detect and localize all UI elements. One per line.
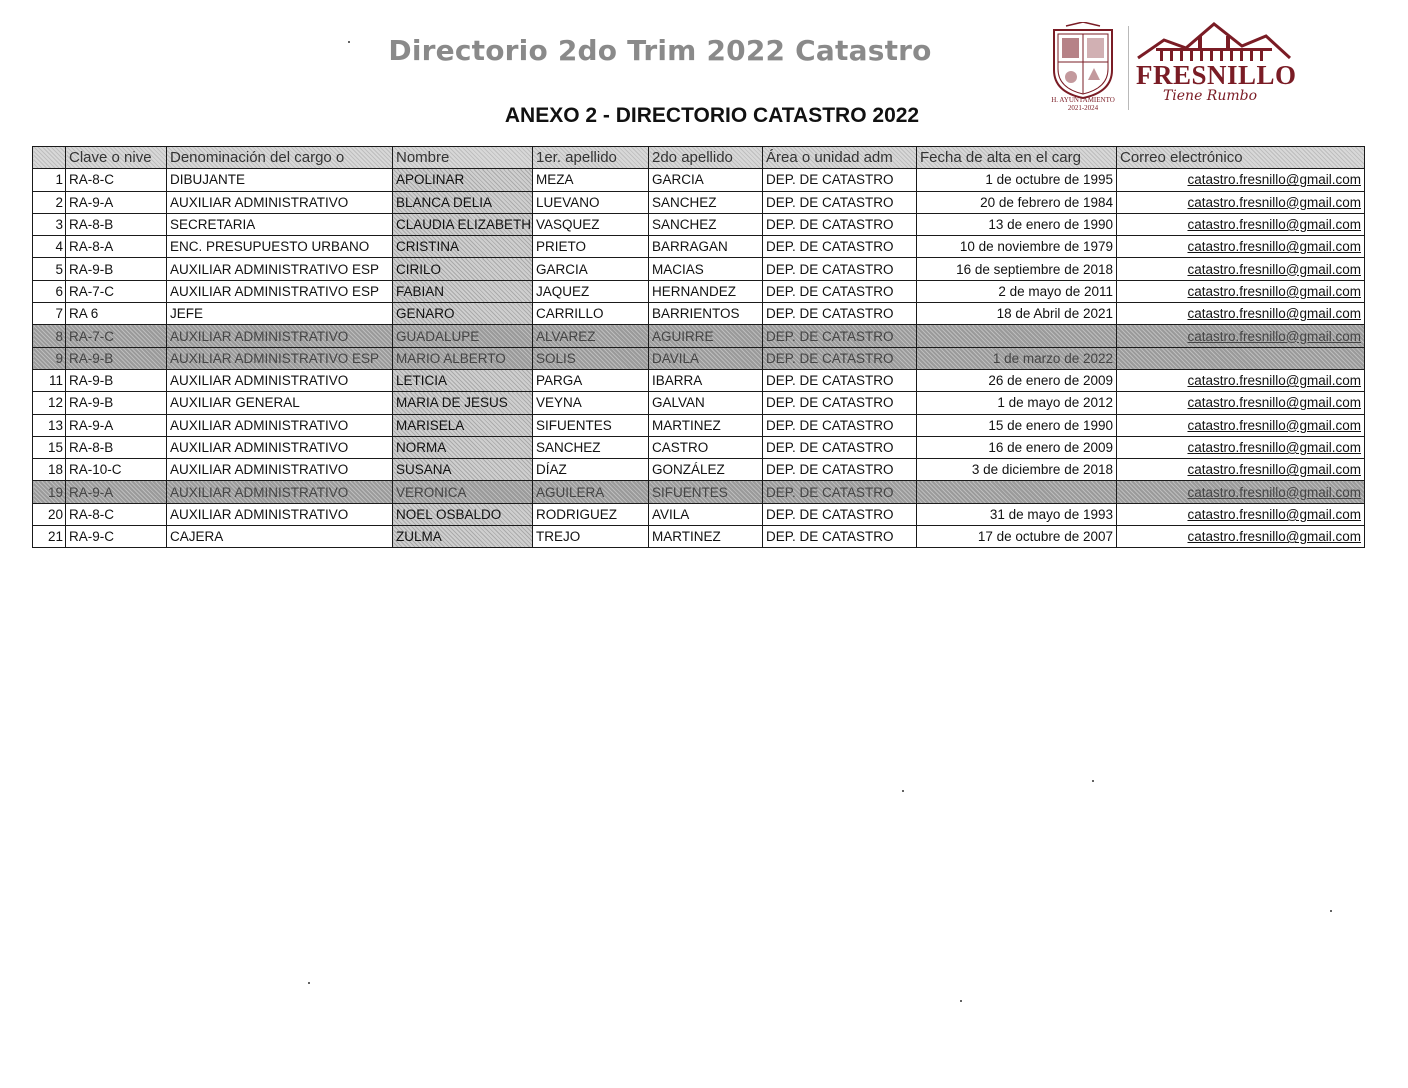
row-number: 1 — [33, 169, 66, 191]
row-area: DEP. DE CATASTRO — [763, 303, 917, 325]
table-row — [33, 280, 1365, 302]
row-clave: RA-7-C — [66, 280, 167, 302]
row-cargo: CAJERA — [167, 526, 393, 548]
row-number: 13 — [33, 414, 66, 436]
row-fecha: 18 de Abril de 2021 — [917, 303, 1117, 325]
row-nombre: NORMA — [393, 436, 533, 458]
row-clave: RA-8-B — [66, 213, 167, 235]
row-clave: RA-9-C — [66, 526, 167, 548]
row-nombre: MARIO ALBERTO — [393, 347, 533, 369]
row-apellido2: GALVAN — [649, 392, 763, 414]
row-correo: catastro.fresnillo@gmail.com — [1117, 481, 1365, 503]
row-fecha: 13 de enero de 1990 — [917, 213, 1117, 235]
row-cargo: AUXILIAR ADMINISTRATIVO ESP — [167, 258, 393, 280]
scan-speck — [1092, 780, 1094, 782]
row-nombre: SUSANA — [393, 459, 533, 481]
row-clave: RA-9-B — [66, 369, 167, 391]
row-nombre: APOLINAR — [393, 169, 533, 191]
scan-speck — [308, 982, 310, 984]
row-cargo: AUXILIAR ADMINISTRATIVO — [167, 325, 393, 347]
row-apellido2: SANCHEZ — [649, 213, 763, 235]
scan-speck — [902, 790, 904, 792]
row-cargo: ENC. PRESUPUESTO URBANO — [167, 236, 393, 258]
row-fecha: 26 de enero de 2009 — [917, 369, 1117, 391]
col-nombre-header: Nombre — [393, 147, 533, 169]
brand-tagline: Tiene Rumbo — [1162, 88, 1258, 104]
table-row — [33, 436, 1365, 458]
row-fecha: 15 de enero de 1990 — [917, 414, 1117, 436]
table-row — [33, 481, 1365, 503]
row-number: 4 — [33, 236, 66, 258]
table-row — [33, 325, 1365, 347]
table-row — [33, 258, 1365, 280]
row-number: 19 — [33, 481, 66, 503]
row-number: 9 — [33, 347, 66, 369]
row-number: 18 — [33, 459, 66, 481]
row-cargo: AUXILIAR GENERAL — [167, 392, 393, 414]
col-apellido1-header: 1er. apellido — [533, 147, 649, 169]
row-fecha: 2 de mayo de 2011 — [917, 280, 1117, 302]
row-correo: catastro.fresnillo@gmail.com — [1117, 191, 1365, 213]
row-nombre: VERONICA — [393, 481, 533, 503]
row-number: 12 — [33, 392, 66, 414]
row-area: DEP. DE CATASTRO — [763, 392, 917, 414]
table-row — [33, 191, 1365, 213]
row-fecha — [917, 481, 1117, 503]
table-row — [33, 303, 1365, 325]
row-number: 11 — [33, 369, 66, 391]
row-apellido1: PRIETO — [533, 236, 649, 258]
row-fecha: 10 de noviembre de 1979 — [917, 236, 1117, 258]
row-number: 15 — [33, 436, 66, 458]
row-fecha: 1 de marzo de 2022 — [917, 347, 1117, 369]
row-cargo: DIBUJANTE — [167, 169, 393, 191]
row-number: 5 — [33, 258, 66, 280]
row-cargo: AUXILIAR ADMINISTRATIVO — [167, 369, 393, 391]
row-nombre: FABIAN — [393, 280, 533, 302]
logo-divider — [1128, 26, 1129, 110]
row-clave: RA-9-A — [66, 481, 167, 503]
row-clave: RA-9-B — [66, 258, 167, 280]
row-apellido1: MEZA — [533, 169, 649, 191]
row-correo: catastro.fresnillo@gmail.com — [1117, 503, 1365, 525]
row-apellido1: VASQUEZ — [533, 213, 649, 235]
row-apellido2: DAVILA — [649, 347, 763, 369]
page-title: Directorio 2do Trim 2022 Catastro — [388, 34, 932, 67]
row-number: 20 — [33, 503, 66, 525]
scan-speck — [348, 41, 350, 43]
row-cargo: AUXILIAR ADMINISTRATIVO — [167, 191, 393, 213]
scan-speck — [1330, 910, 1332, 912]
row-apellido2: SANCHEZ — [649, 191, 763, 213]
row-area: DEP. DE CATASTRO — [763, 169, 917, 191]
row-fecha: 17 de octubre de 2007 — [917, 526, 1117, 548]
annex-title: ANEXO 2 - DIRECTORIO CATASTRO 2022 — [504, 104, 920, 127]
row-nombre: CIRILO — [393, 258, 533, 280]
row-cargo: AUXILIAR ADMINISTRATIVO — [167, 436, 393, 458]
row-apellido2: MACIAS — [649, 258, 763, 280]
row-fecha: 16 de enero de 2009 — [917, 436, 1117, 458]
row-fecha: 16 de septiembre de 2018 — [917, 258, 1117, 280]
row-clave: RA-9-B — [66, 347, 167, 369]
row-clave: RA-8-B — [66, 436, 167, 458]
row-area: DEP. DE CATASTRO — [763, 481, 917, 503]
table-row — [33, 369, 1365, 391]
row-cargo: AUXILIAR ADMINISTRATIVO — [167, 481, 393, 503]
row-fecha: 1 de mayo de 2012 — [917, 392, 1117, 414]
seal-caption: H. AYUNTAMIENTO 2021-2024 — [1051, 96, 1115, 112]
row-apellido2: MARTINEZ — [649, 414, 763, 436]
row-nombre: ZULMA — [393, 526, 533, 548]
row-apellido1: ALVAREZ — [533, 325, 649, 347]
row-area: DEP. DE CATASTRO — [763, 459, 917, 481]
row-cargo: AUXILIAR ADMINISTRATIVO ESP — [167, 347, 393, 369]
row-correo: catastro.fresnillo@gmail.com — [1117, 213, 1365, 235]
row-apellido1: VEYNA — [533, 392, 649, 414]
row-area: DEP. DE CATASTRO — [763, 436, 917, 458]
row-apellido1: RODRIGUEZ — [533, 503, 649, 525]
row-nombre: GUADALUPE — [393, 325, 533, 347]
row-correo — [1117, 347, 1365, 369]
row-clave: RA-7-C — [66, 325, 167, 347]
row-apellido1: CARRILLO — [533, 303, 649, 325]
table-row — [33, 236, 1365, 258]
table-row — [33, 414, 1365, 436]
row-apellido1: SOLIS — [533, 347, 649, 369]
row-apellido2: BARRIENTOS — [649, 303, 763, 325]
row-area: DEP. DE CATASTRO — [763, 236, 917, 258]
row-cargo: JEFE — [167, 303, 393, 325]
row-apellido1: TREJO — [533, 526, 649, 548]
row-fecha: 20 de febrero de 1984 — [917, 191, 1117, 213]
row-number: 8 — [33, 325, 66, 347]
col-number-header — [33, 147, 66, 169]
row-apellido2: AGUIRRE — [649, 325, 763, 347]
row-correo: catastro.fresnillo@gmail.com — [1117, 392, 1365, 414]
row-number: 2 — [33, 191, 66, 213]
row-clave: RA-9-A — [66, 191, 167, 213]
row-nombre: CLAUDIA ELIZABETH — [393, 213, 533, 235]
row-area: DEP. DE CATASTRO — [763, 526, 917, 548]
row-apellido2: CASTRO — [649, 436, 763, 458]
header-logos — [1040, 18, 1300, 114]
row-area: DEP. DE CATASTRO — [763, 213, 917, 235]
row-correo: catastro.fresnillo@gmail.com — [1117, 236, 1365, 258]
col-area-header: Área o unidad adm — [763, 147, 917, 169]
row-area: DEP. DE CATASTRO — [763, 258, 917, 280]
col-fecha-header: Fecha de alta en el carg — [917, 147, 1117, 169]
table-row — [33, 169, 1365, 191]
row-correo: catastro.fresnillo@gmail.com — [1117, 325, 1365, 347]
municipal-seal-icon — [1048, 22, 1118, 104]
row-apellido1: JAQUEZ — [533, 280, 649, 302]
row-apellido1: SIFUENTES — [533, 414, 649, 436]
row-clave: RA-10-C — [66, 459, 167, 481]
row-apellido2: MARTINEZ — [649, 526, 763, 548]
row-clave: RA-8-C — [66, 169, 167, 191]
row-apellido2: GONZÁLEZ — [649, 459, 763, 481]
row-number: 3 — [33, 213, 66, 235]
brand-name: FRESNILLO — [1136, 60, 1297, 90]
row-apellido2: SIFUENTES — [649, 481, 763, 503]
row-apellido1: PARGA — [533, 369, 649, 391]
row-correo: catastro.fresnillo@gmail.com — [1117, 169, 1365, 191]
table-row — [33, 392, 1365, 414]
row-clave: RA-9-B — [66, 392, 167, 414]
row-apellido1: GARCIA — [533, 258, 649, 280]
row-clave: RA-9-A — [66, 414, 167, 436]
row-nombre: BLANCA DELIA — [393, 191, 533, 213]
row-area: DEP. DE CATASTRO — [763, 325, 917, 347]
row-clave: RA 6 — [66, 303, 167, 325]
row-area: DEP. DE CATASTRO — [763, 280, 917, 302]
row-clave: RA-8-C — [66, 503, 167, 525]
row-clave: RA-8-A — [66, 236, 167, 258]
row-apellido2: HERNANDEZ — [649, 280, 763, 302]
row-area: DEP. DE CATASTRO — [763, 191, 917, 213]
row-apellido2: AVILA — [649, 503, 763, 525]
col-correo-header: Correo electrónico — [1117, 147, 1365, 169]
row-area: DEP. DE CATASTRO — [763, 347, 917, 369]
row-correo: catastro.fresnillo@gmail.com — [1117, 280, 1365, 302]
row-correo: catastro.fresnillo@gmail.com — [1117, 436, 1365, 458]
row-correo: catastro.fresnillo@gmail.com — [1117, 303, 1365, 325]
directory-table — [32, 146, 1365, 548]
row-nombre: MARISELA — [393, 414, 533, 436]
row-fecha: 3 de diciembre de 2018 — [917, 459, 1117, 481]
row-nombre: NOEL OSBALDO — [393, 503, 533, 525]
row-nombre: MARIA DE JESUS — [393, 392, 533, 414]
col-clave-header: Clave o nive — [66, 147, 167, 169]
row-cargo: AUXILIAR ADMINISTRATIVO — [167, 503, 393, 525]
row-cargo: AUXILIAR ADMINISTRATIVO — [167, 459, 393, 481]
table-row — [33, 459, 1365, 481]
row-area: DEP. DE CATASTRO — [763, 503, 917, 525]
row-apellido1: AGUILERA — [533, 481, 649, 503]
row-area: DEP. DE CATASTRO — [763, 414, 917, 436]
row-nombre: GENARO — [393, 303, 533, 325]
row-correo: catastro.fresnillo@gmail.com — [1117, 369, 1365, 391]
table-row — [33, 526, 1365, 548]
row-fecha — [917, 325, 1117, 347]
row-correo: catastro.fresnillo@gmail.com — [1117, 258, 1365, 280]
row-fecha: 31 de mayo de 1993 — [917, 503, 1117, 525]
row-nombre: LETICIA — [393, 369, 533, 391]
row-apellido2: IBARRA — [649, 369, 763, 391]
row-number: 7 — [33, 303, 66, 325]
row-correo: catastro.fresnillo@gmail.com — [1117, 526, 1365, 548]
row-apellido1: DÍAZ — [533, 459, 649, 481]
row-apellido1: LUEVANO — [533, 191, 649, 213]
col-apellido2-header: 2do apellido — [649, 147, 763, 169]
table-header-row — [33, 147, 1365, 169]
row-apellido2: BARRAGAN — [649, 236, 763, 258]
row-nombre: CRISTINA — [393, 236, 533, 258]
table-row — [33, 213, 1365, 235]
row-cargo: SECRETARIA — [167, 213, 393, 235]
row-number: 21 — [33, 526, 66, 548]
table-row — [33, 503, 1365, 525]
table-row — [33, 347, 1365, 369]
col-cargo-header: Denominación del cargo o — [167, 147, 393, 169]
row-area: DEP. DE CATASTRO — [763, 369, 917, 391]
scan-speck — [960, 1000, 962, 1002]
row-correo: catastro.fresnillo@gmail.com — [1117, 414, 1365, 436]
row-cargo: AUXILIAR ADMINISTRATIVO — [167, 414, 393, 436]
row-fecha: 1 de octubre de 1995 — [917, 169, 1117, 191]
row-number: 6 — [33, 280, 66, 302]
row-apellido2: GARCIA — [649, 169, 763, 191]
row-apellido1: SANCHEZ — [533, 436, 649, 458]
row-correo: catastro.fresnillo@gmail.com — [1117, 459, 1365, 481]
row-cargo: AUXILIAR ADMINISTRATIVO ESP — [167, 280, 393, 302]
